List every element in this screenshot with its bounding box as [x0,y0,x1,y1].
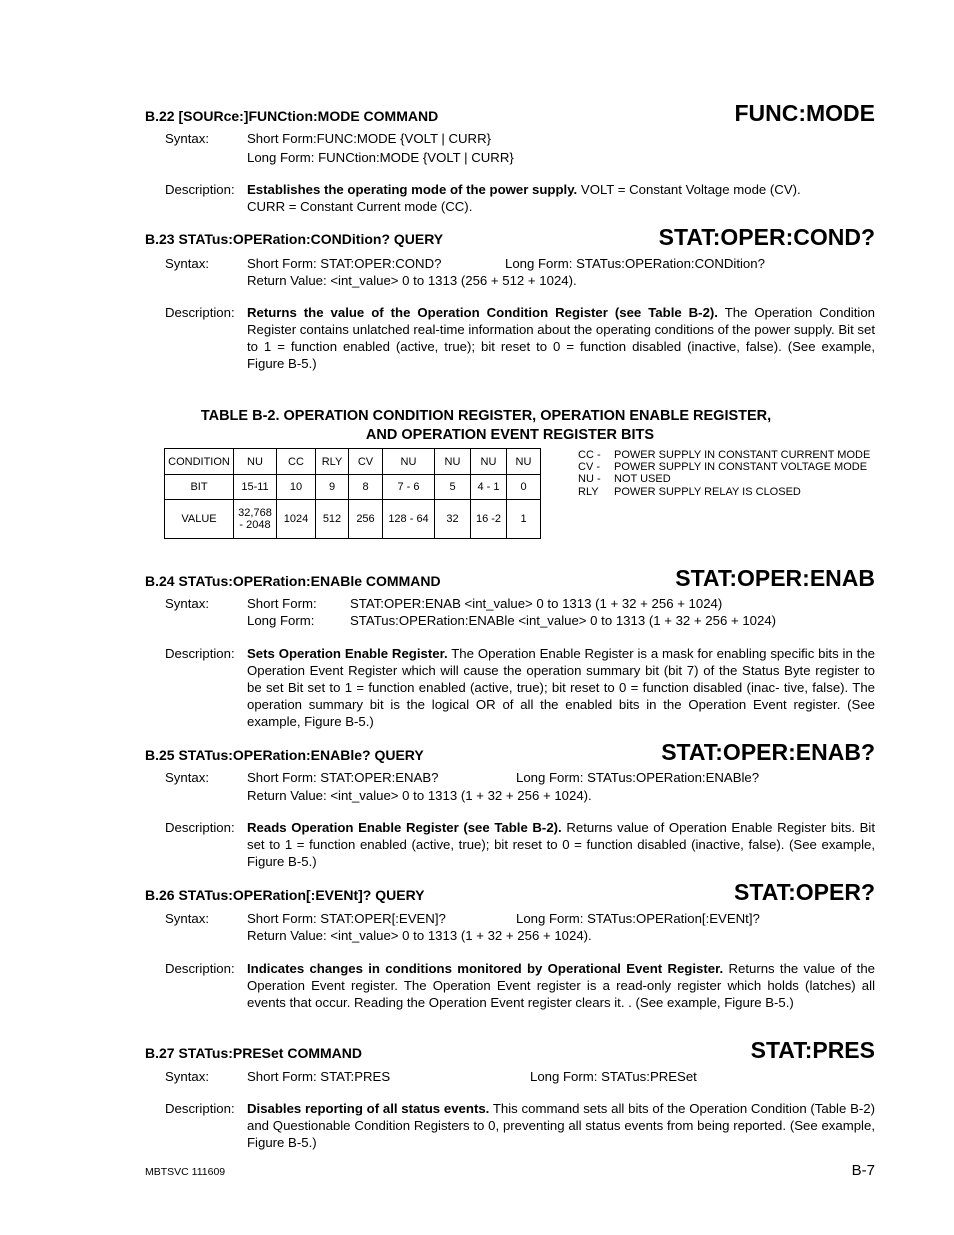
table-cell: 10 [277,475,316,500]
table-cell: 32 [435,500,471,539]
table-cell: 128 - 64 [383,500,435,539]
description-label: Description: [165,820,235,835]
legend-text: POWER SUPPLY RELAY IS CLOSED [614,486,801,498]
description-text: Returns the value of the Operation Condition Register (see Table B-2). The Operation Condition Register contains unlatched real-time information about the operating conditions of the power supply. Bit set to 1 = function enabled (active, true); bit reset to 0 = function disabled (inactive, false). (See example, Figure B-5.) [247,305,875,371]
section-heading-b26: B.26 STATus:OPERation[:EVENt]? QUERY [145,887,425,903]
table-cell: 1 [507,500,541,539]
description-label: Description: [165,646,235,661]
long-form: Long Form: FUNCtion:MODE {VOLT | CURR} [247,150,514,165]
description-text: Reads Operation Enable Register (see Table B-2). Returns value of Operation Enable Register bits. Bit set to 1 = function enabled (active, true); bit reset to 0 = function disabled (inactive, false). (See example, Figure B-5.) [247,820,875,869]
short-form-label: Short Form: [247,596,317,611]
section-heading-b22: B.22 [SOURce:]FUNCtion:MODE COMMAND [145,108,439,124]
syntax-label: Syntax: [165,131,209,146]
syntax-label: Syntax: [165,1069,209,1084]
table-cell: 16 -2 [471,500,507,539]
long-form: Long Form: STATus:OPERation:ENABle? [516,770,760,785]
table-cell: CV [349,449,383,475]
section-heading-b27: B.27 STATus:PRESet COMMAND [145,1045,363,1061]
table-cell: 32,768 - 2048 [234,500,277,539]
table-caption-line2: AND OPERATION EVENT REGISTER BITS [365,427,655,443]
command-title-stat-oper-enab: STAT:OPER:ENAB [675,565,875,591]
legend-text: NOT USED [614,473,671,485]
section-heading-b24: B.24 STATus:OPERation:ENABle COMMAND [145,573,441,589]
command-title-func-mode: FUNC:MODE [734,100,875,126]
command-title-stat-oper-query: STAT:OPER? [734,879,875,905]
short-form: Short Form: STAT:OPER:COND? [247,256,442,271]
short-form: STAT:OPER:ENAB <int_value> 0 to 1313 (1 + 32 + 256 + 1024) [350,596,723,611]
table-cell: VALUE [165,500,234,539]
table-cell: NU [435,449,471,475]
table-cell: RLY [316,449,349,475]
legend-abbr: RLY [578,486,599,498]
table-cell: CC [277,449,316,475]
table-cell: 15-11 [234,475,277,500]
table-cell: 512 [316,500,349,539]
short-form: Short Form: STAT:PRES [247,1069,391,1084]
footer-doc-id: MBTSVC 111609 [145,1166,226,1178]
short-form: Short Form: STAT:OPER:ENAB? [247,770,439,785]
description-label: Description: [165,305,235,320]
table-cell: 7 - 6 [383,475,435,500]
page-number: B-7 [851,1162,875,1179]
table-cell: NU [234,449,277,475]
syntax-label: Syntax: [165,596,209,611]
command-title-stat-pres: STAT:PRES [750,1037,875,1063]
table-cell: 256 [349,500,383,539]
short-form: Short Form: STAT:OPER[:EVEN]? [247,911,446,926]
table-cell: 1024 [277,500,316,539]
description-text-line2: CURR = Constant Current mode (CC). [247,199,473,214]
return-value: Return Value: <int_value> 0 to 1313 (1 + 32 + 256 + 1024). [247,788,592,803]
description-label: Description: [165,961,235,976]
syntax-label: Syntax: [165,770,209,785]
table-cell: NU [471,449,507,475]
return-value: Return Value: <int_value> 0 to 1313 (256 + 512 + 1024). [247,273,577,288]
command-title-stat-oper-cond: STAT:OPER:COND? [658,224,875,250]
table-cell: 4 - 1 [471,475,507,500]
return-value: Return Value: <int_value> 0 to 1313 (1 + 32 + 256 + 1024). [247,928,592,943]
section-heading-b25: B.25 STATus:OPERation:ENABle? QUERY [145,747,424,763]
table-cell: 5 [435,475,471,500]
description-label: Description: [165,1101,235,1116]
table-caption-line1: TABLE B-2. OPERATION CONDITION REGISTER, OPERATION ENABLE REGISTER, [200,408,772,424]
register-bits-table [164,448,541,539]
short-form: Short Form:FUNC:MODE {VOLT | CURR} [247,131,492,146]
table-cell: 9 [316,475,349,500]
table-cell: 8 [349,475,383,500]
table-row [165,449,541,475]
table-row [165,500,541,539]
syntax-label: Syntax: [165,911,209,926]
legend-abbr: CV - [578,461,600,473]
long-form: Long Form: STATus:OPERation[:EVENt]? [516,911,760,926]
table-cell: CONDITION [165,449,234,475]
description-label: Description: [165,182,235,197]
command-title-stat-oper-enab-query: STAT:OPER:ENAB? [661,739,875,765]
long-form: Long Form: STATus:PRESet [530,1069,697,1084]
table-cell: NU [507,449,541,475]
description-text: Disables reporting of all status events. This command sets all bits of the Operation Condition (Table B-2) and Questionable Condition Registers to 0, preventing all status events from being reported. (See example, Figure B-5.) [247,1101,876,1150]
description-text: Indicates changes in conditions monitored by Operational Event Register. Returns the value of the Operation Event register. The Operation Event register is a read-only register which holds (latches) all events that occur. Reading the Operation Event register clears it. . (See example, Figure B-5.) [247,961,876,1010]
table-cell: BIT [165,475,234,500]
legend-abbr: NU - [578,473,601,485]
legend-text: POWER SUPPLY IN CONSTANT VOLTAGE MODE [614,461,868,473]
long-form: Long Form: STATus:OPERation:CONDition? [505,256,765,271]
legend-text: POWER SUPPLY IN CONSTANT CURRENT MODE [614,449,871,461]
section-heading-b23: B.23 STATus:OPERation:CONDition? QUERY [145,231,444,247]
long-form: STATus:OPERation:ENABle <int_value> 0 to 1313 (1 + 32 + 256 + 1024) [350,613,777,628]
description-text: Sets Operation Enable Register. The Operation Enable Register is a mask for enabling specific bits in the Operation Event Register which will cause the operation summary bit (bit 7) of the Status Byte register to be set Bit set to 1 = function enabled (active, true); bit reset to 0 = function disabled (inac- tive, false). The operation summary bit is the logical OR of all the enabled bits in the Operation Event register. (See example, Figure B-5.) [247,646,875,729]
table-cell: NU [383,449,435,475]
table-row [165,475,541,500]
description-text: Establishes the operating mode of the power supply. VOLT = Constant Voltage mode (CV). [247,182,801,197]
long-form-label: Long Form: [247,613,315,628]
table-cell: 0 [507,475,541,500]
syntax-label: Syntax: [165,256,209,271]
legend-abbr: CC - [578,449,601,461]
